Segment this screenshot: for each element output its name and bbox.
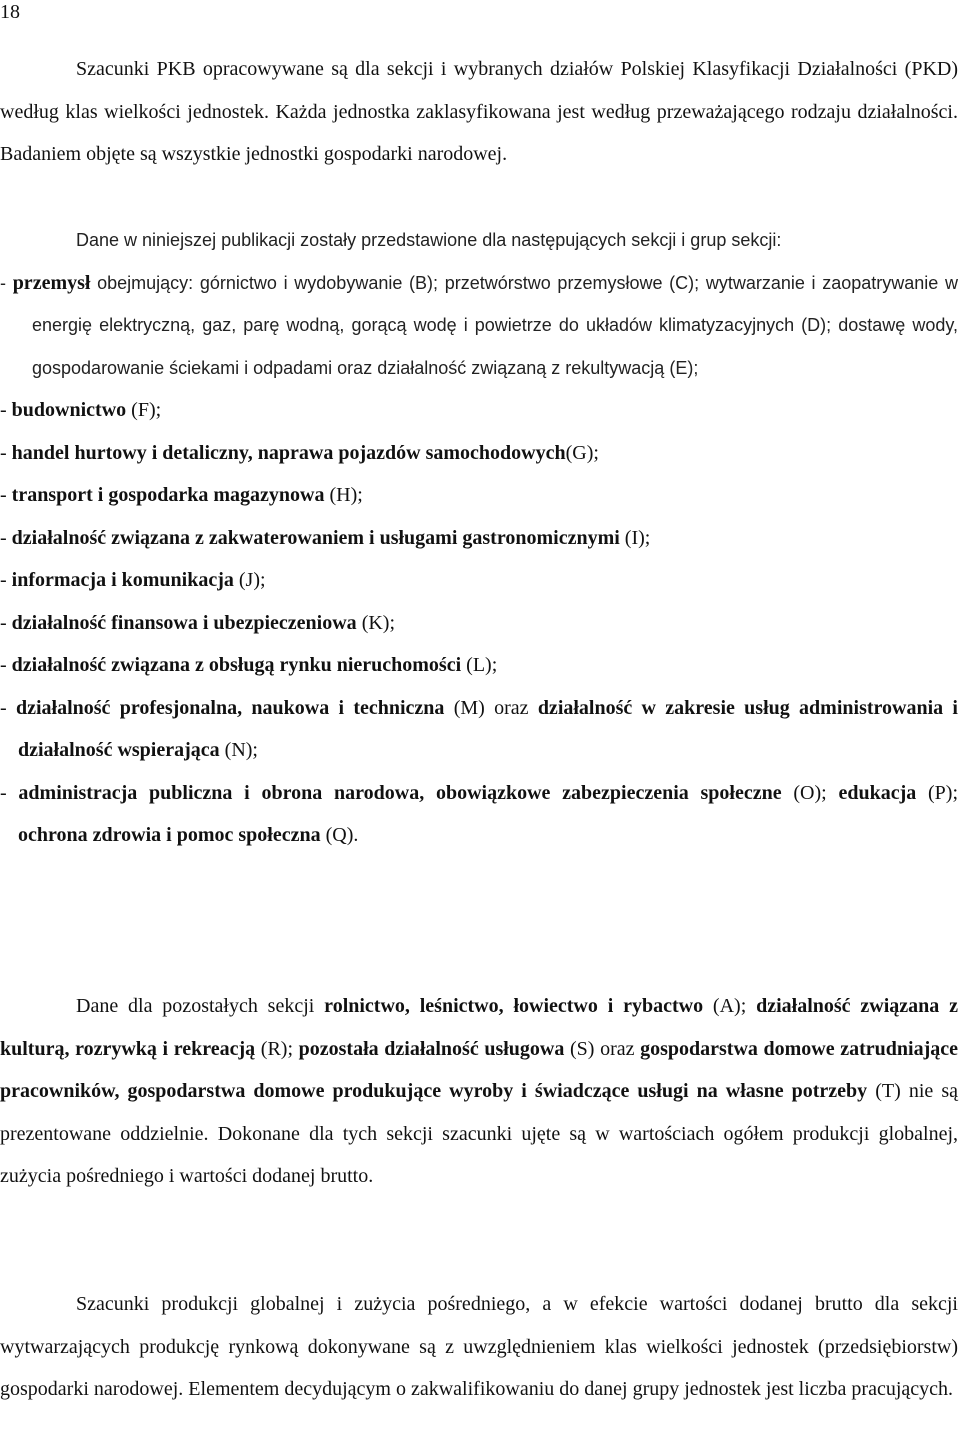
list-item-transport: - transport i gospodarka magazynowa (H); bbox=[0, 484, 363, 506]
list-item-professional: - działalność profesjonalna, naukowa i techniczna (M) oraz działalność w zakresie usług administrowania i działalność wspierająca (N); bbox=[0, 696, 958, 761]
list-item-trade: - handel hurtowy i detaliczny, naprawa pojazdów samochodowych(G); bbox=[0, 441, 599, 464]
list-item-industry: - przemysł obejmujący: górnictwo i wydobywanie (B); przetwórstwo przemysłowe (C); wytwarzanie i zaopatrywanie w energię elektryczną, gaz, parę wodną, gorącą wodę i powietrze do układów klimatyzacyjnych (D); dostawę wody, gospodarowanie ściekami i odpadami oraz działalność związaną z rekultywacją (E); bbox=[0, 271, 958, 378]
estimates-paragraph bbox=[0, 1283, 958, 1411]
sections-list-block bbox=[0, 219, 958, 857]
paragraph-pkb-estimates: Szacunki PKB opracowywane są dla sekcji i wybranych działów Polskiej Klasyfikacji Działalności (PKD) według klas wielkości jednostek. Każda jednostka zaklasyfikowana jest według przeważającego rodzaju działalności. Badaniem objęte są wszystkie jednostki gospodarki narodowej. bbox=[0, 58, 958, 165]
paragraph-other-sections: Dane dla pozostałych sekcji rolnictwo, leśnictwo, łowiectwo i rybactwo (A); działalność związana z kulturą, rozrywką i rekreacją (R); pozostała działalność usługowa (S) oraz gospodarstwa domowe zatrudniające pracowników, gospodarstwa domowe produkujące wyroby i świadczące usługi na własne potrzeby (T) nie są prezentowane oddzielnie. Dokonane dla tych sekcji szacunki ujęte są w wartościach ogółem produkcji globalnej, zużycia pośredniego i wartości dodanej brutto. bbox=[0, 995, 959, 1187]
other-sections-paragraph bbox=[0, 985, 958, 1198]
list-item-finance: - działalność finansowa i ubezpieczeniowa (K); bbox=[0, 611, 396, 634]
paragraph-global-production: Szacunki produkcji globalnej i zużycia pośredniego, a w efekcie wartości dodanej brutto dla sekcji wytwarzających produkcję rynkową dokonywane są z uwzględnieniem klas wielkości jednostek (przedsiębiorstw) gospodarki narodowej. Elementem decydującym o zakwalifikowaniu do danej grupy jednostek jest liczba pracujących. bbox=[0, 1293, 958, 1400]
list-item-accommodation: - działalność związana z zakwaterowaniem i usługami gastronomicznymi (I); bbox=[0, 526, 651, 549]
intro-paragraph bbox=[0, 48, 958, 176]
list-item-information: - informacja i komunikacja (J); bbox=[0, 569, 266, 591]
list-item-public-administration: - administracja publiczna i obrona narodowa, obowiązkowe zabezpieczenia społeczne (O); edukacja (P); ochrona zdrowia i pomoc społeczna (Q). bbox=[0, 781, 959, 846]
list-item-real-estate: - działalność związana z obsługą rynku nieruchomości (L); bbox=[0, 654, 498, 676]
page-number: 18 bbox=[0, 1, 20, 23]
paragraph-sections-intro: Dane w niniejszej publikacji zostały przedstawione dla następujących sekcji i grup sekcji: bbox=[76, 230, 782, 250]
list-item-construction: - budownictwo (F); bbox=[0, 399, 162, 421]
